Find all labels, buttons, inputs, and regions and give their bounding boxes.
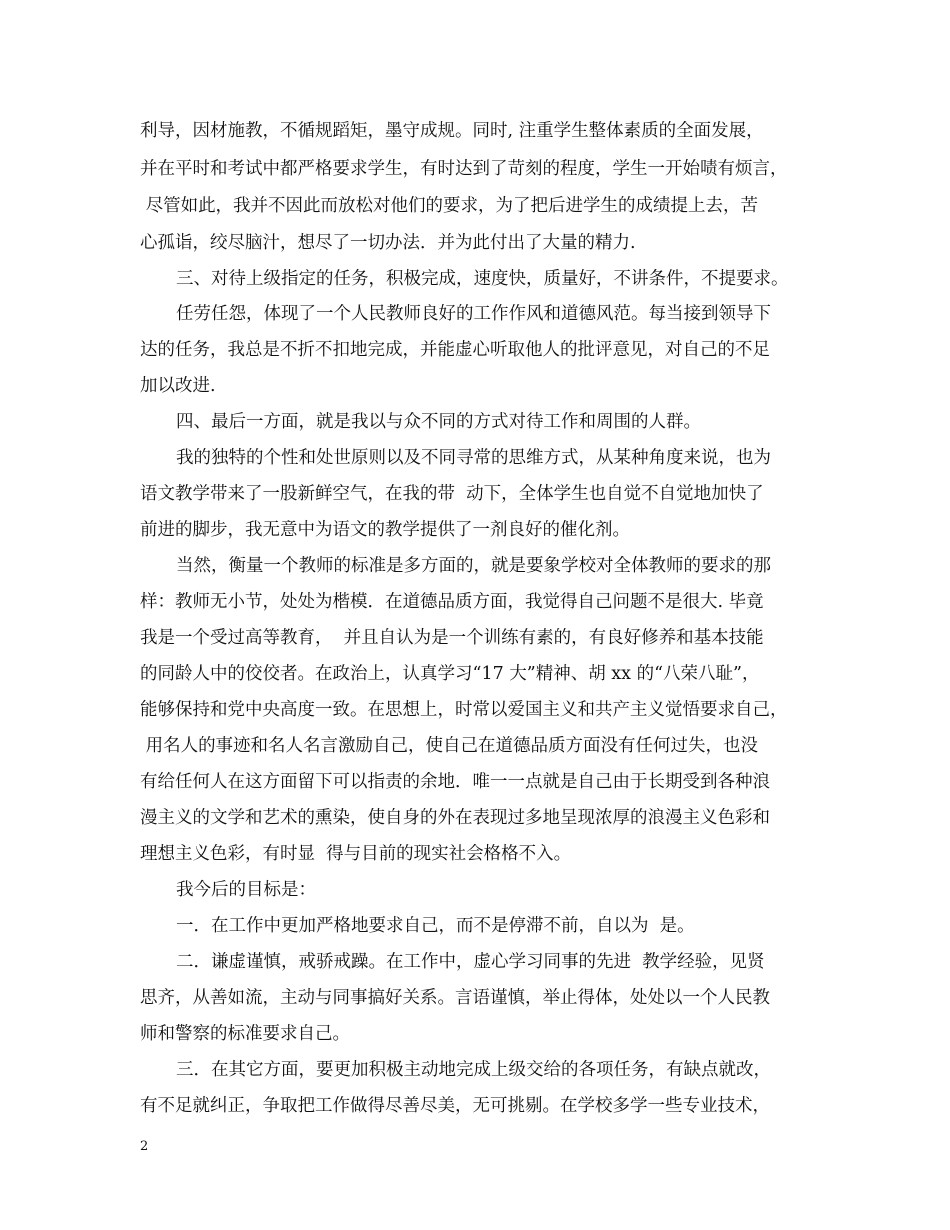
text-line: 利导，因材施教，不循规蹈矩，墨守成规。同时, 注重学生整体素质的全面发展， — [140, 121, 764, 141]
text-line: 我的独特的个性和处世原则以及不同寻常的思维方式，从某种角度来说，也为 — [176, 448, 771, 468]
text-line: 我今后的目标是： — [176, 880, 316, 900]
page-number: 2 — [140, 1139, 149, 1154]
text-line: 有给任何人在这方面留下可以指责的余地．唯一一点就是自己由于长期受到各种浪 — [140, 772, 770, 792]
text-line: 用名人的事迹和名人名言激励自己，使自己在道德品质方面没有任何过失，也没 — [140, 736, 759, 756]
text-line: 二．谦虚谨慎，戒骄戒躁。在工作中，虚心学习同事的先进 教学经验，见贤 — [176, 952, 765, 972]
text-line: 一．在工作中更加严格地要求自己，而不是停滞不前，自以为 是。 — [176, 916, 695, 936]
text-line: 语文教学带来了一股新鲜空气，在我的带 动下，全体学生也自觉不自觉地加快了 — [140, 484, 764, 504]
text-line: 我是一个受过高等教育， 并且自认为是一个训练有素的，有良好修养和基本技能 — [140, 628, 764, 648]
text-line: 师和警察的标准要求自己。 — [140, 1024, 350, 1044]
text-line: 前进的脚步，我无意中为语文的教学提供了一剂良好的催化剂。 — [140, 520, 630, 540]
text-line: 当然，衡量一个教师的标准是多方面的，就是要象学校对全体教师的要求的那 — [176, 556, 771, 576]
text-line: 三、对待上级指定的任务，积极完成，速度快，质量好，不讲条件，不提要求。 — [176, 269, 789, 289]
text-line: 理想主义色彩，有时显 得与目前的现实社会格格不入。 — [140, 844, 572, 864]
text-line: 的同龄人中的佼佼者。在政治上，认真学习“17 大”精神、胡 xx 的“八荣八耻”， — [140, 664, 760, 684]
text-line: 四、最后一方面，就是我以与众不同的方式对待工作和周围的人群。 — [176, 412, 701, 432]
text-line: 尽管如此，我并不因此而放松对他们的要求，为了把后进学生的成绩提上去，苦 — [140, 196, 759, 216]
text-line: 并在平时和考试中都严格要求学生，有时达到了苛刻的程度，学生一开始啧有烦言， — [140, 159, 788, 179]
text-line: 达的任务，我总是不折不扣地完成，并能虚心听取他人的批评意见，对自己的不足 — [140, 340, 770, 360]
text-line: 思齐，从善如流，主动与同事搞好关系。言语谨慎，举止得体，处处以一个人民教 — [140, 988, 770, 1008]
text-line: 样：教师无小节，处处为楷模．在道德品质方面，我觉得自己问题不是很大. 毕竟 — [140, 592, 764, 612]
text-line: 加以改进. — [140, 376, 216, 396]
text-line: 三．在其它方面，要更加积极主动地完成上级交给的各项任务，有缺点就改， — [176, 1060, 771, 1080]
text-line: 有不足就纠正，争取把工作做得尽善尽美，无可挑剔。在学校多学一些专业技术， — [140, 1096, 770, 1116]
text-line: 能够保持和党中央高度一致。在思想上，时常以爱国主义和共产主义觉悟要求自己， — [140, 700, 788, 720]
text-line: 心孤诣，绞尽脑汁，想尽了一切办法．并为此付出了大量的精力. — [140, 233, 636, 253]
text-line: 任劳任怨，体现了一个人民教师良好的工作作风和道德风范。每当接到领导下 — [176, 304, 771, 324]
text-line: 漫主义的文学和艺术的熏染，使自身的外在表现过多地呈现浓厚的浪漫主义色彩和 — [140, 808, 770, 828]
